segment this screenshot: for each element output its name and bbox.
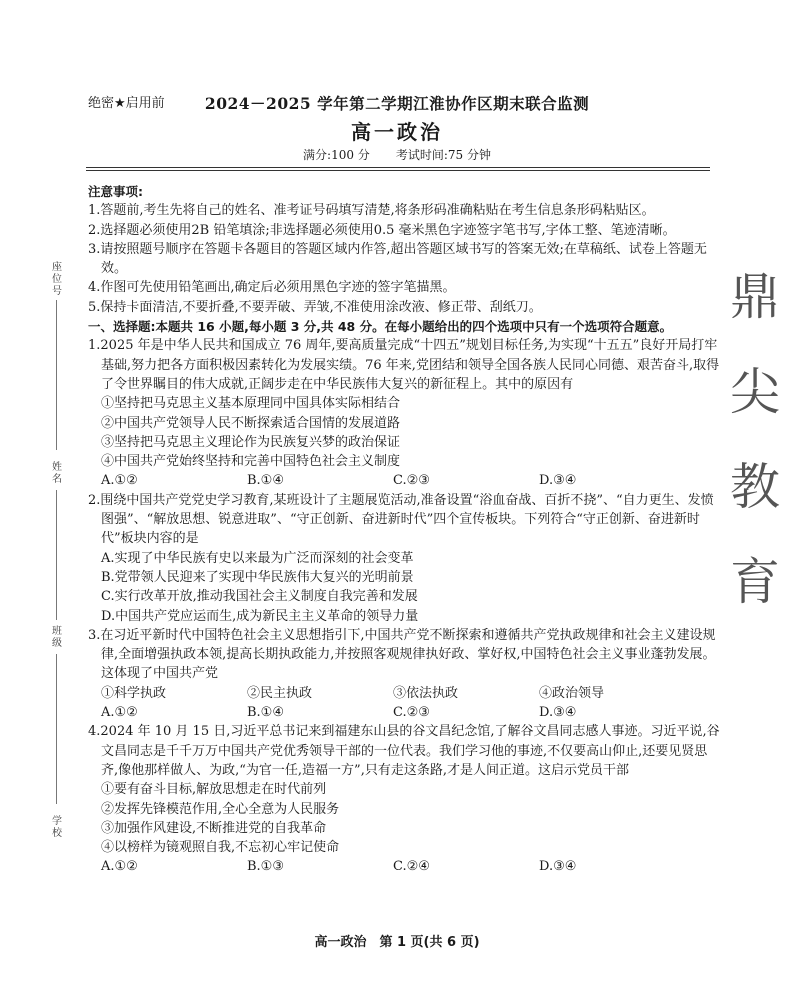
sidebar-label-class: 班级	[52, 626, 62, 649]
answer-options	[88, 471, 720, 490]
exam-title: 2024－2025 学年第二学期江淮协作区期末联合监测	[204, 94, 590, 113]
notice-title: 注意事项:	[88, 184, 143, 199]
option-a[interactable]: A.实现了中华民族有史以来最为广泛而深刻的社会变革	[101, 550, 414, 566]
option-d[interactable]: D.③④	[539, 705, 577, 721]
question-item: ③依法执政	[393, 685, 459, 701]
sidebar-line	[56, 490, 57, 620]
option-a[interactable]: A.①②	[101, 473, 138, 489]
page-footer: 高一政治 第 1 页(共 6 页)	[314, 935, 480, 950]
question-item: ③加强作风建设,不断推进党的自我革命	[101, 820, 327, 836]
top-secret-label: 绝密★启用前	[88, 96, 165, 111]
option-d[interactable]: D.③④	[539, 473, 577, 489]
full-score: 满分:100 分	[303, 148, 370, 162]
header-divider-2	[86, 170, 710, 171]
option-a[interactable]: A.①②	[101, 859, 138, 875]
watermark	[720, 250, 790, 630]
option-c[interactable]: C.实行改革开放,推动我国社会主义制度自我完善和发展	[101, 589, 418, 605]
question-stem: 2.围绕中国共产党党史学习教育,某班设计了主题展览活动,准备设置“浴血奋战、百折不挠”、“自力更生、发愤图强”、“解放思想、锐意进取”、“守正创新、奋进新时代”四个宣传板块。下列符合“守正创新、奋进新时代”板块内容的是	[88, 492, 714, 547]
option-c[interactable]: C.②④	[393, 859, 430, 875]
option-d[interactable]: D.中国共产党应运而生,成为新民主主义革命的领导力量	[101, 608, 419, 624]
question-stem: 1.2025 年是中华人民共和国成立 76 周年,要高质量完成“十四五”规划目标任务,为实现“十五五”良好开局打牢基础,努力把各方面积极因素转化为发展实绩。76 年来,党团结和领导全国各族人民同心同德、艰苦奋斗,取得了令世界瞩目的伟大成就,正阔步走在中华民族伟大复兴的新征程上。其中的原因有	[88, 338, 720, 392]
header-divider	[86, 167, 710, 168]
exam-meta	[0, 146, 794, 163]
question-item: ②中国共产党领导人民不断探索适合国情的发展道路	[101, 415, 401, 431]
exam-time: 考试时间:75 分钟	[395, 148, 491, 162]
sidebar-label-school: 学校	[52, 816, 62, 839]
notice-item: 4.作图可先使用铅笔画出,确定后必须用黑色字迹的签字笔描黑。	[88, 280, 456, 296]
watermark-char: 教	[730, 458, 780, 516]
option-c[interactable]: C.②③	[393, 473, 430, 489]
question-item: ④政治领导	[539, 685, 605, 701]
question-stem: 4.2024 年 10 月 15 日,习近平总书记来到福建东山县的谷文昌纪念馆,了解谷文昌同志感人事迹。习近平说,谷文昌同志是千千万万中国共产党优秀领导干部的一位代表。我们学习他的事迹,不仅要高山仰止,还要见贤思齐,像他那样做人、为政,“为官一任,造福一方”,只有走这条路,才是人间正道。这启示党员干部	[88, 724, 720, 778]
sidebar-label-name: 姓名	[52, 462, 62, 485]
question-stem: 3.在习近平新时代中国特色社会主义思想指引下,中国共产党不断探索和遵循共产党执政规律和社会主义建设规律,全面增强执政本领,提高长期执政能力,并按照客观规律执好政、掌好权,中国特色社会主义事业蓬勃发展。这体现了中国共产党	[88, 627, 716, 682]
sidebar-line	[56, 654, 57, 804]
notice-item: 2.选择题必须使用2B 铅笔填涂;非选择题必须使用0.5 毫米黑色字迹签字笔书写,字体工整、笔迹清晰。	[88, 222, 676, 238]
notice-item: 5.保持卡面清洁,不要折叠,不要弄破、弄皱,不准使用涂改液、修正带、刮纸刀。	[88, 299, 542, 315]
answer-options	[88, 703, 720, 722]
answer-options	[88, 857, 720, 876]
watermark-char: 尖	[730, 363, 780, 421]
question-item: ④以榜样为镜观照自我,不忘初心牢记使命	[101, 840, 340, 856]
notice-item: 1.答题前,考生先将自己的姓名、准考证号码填写清楚,将条形码准确粘贴在考生信息条形码粘贴区。	[88, 203, 655, 219]
exam-body	[88, 182, 720, 877]
notice-item: 3.请按照题号顺序在答题卡各题目的答题区域内作答,超出答题区域书写的答案无效;在草稿纸、试卷上答题无效。	[88, 241, 707, 277]
option-b[interactable]: B.①④	[247, 705, 284, 721]
option-b[interactable]: B.①③	[247, 859, 284, 875]
statement-options	[88, 684, 720, 703]
question-item: ②发挥先锋模范作用,全心全意为人民服务	[101, 801, 340, 817]
section-title: 一、选择题:本题共 16 小题,每小题 3 分,共 48 分。在每小题给出的四个选项中只有一个选项符合题意。	[88, 319, 673, 335]
option-d[interactable]: D.③④	[539, 859, 577, 875]
subject-title: 高一政治	[351, 120, 443, 144]
question-item: ②民主执政	[247, 685, 313, 701]
watermark-char: 鼎	[730, 268, 780, 326]
option-b[interactable]: B.党带领人民迎来了实现中华民族伟大复兴的光明前景	[101, 569, 414, 585]
option-a[interactable]: A.①②	[101, 705, 138, 721]
sidebar-line	[56, 300, 57, 450]
watermark-char: 育	[730, 553, 780, 611]
sidebar-label-seat: 座位号	[52, 262, 62, 297]
question-item: ④中国共产党始终坚持和完善中国特色社会主义制度	[101, 454, 401, 470]
question-item: ①要有奋斗目标,解放思想走在时代前列	[101, 782, 327, 798]
question-item: ①科学执政	[101, 685, 167, 701]
question-item: ①坚持把马克思主义基本原理同中国具体实际相结合	[101, 396, 401, 412]
option-c[interactable]: C.②③	[393, 705, 430, 721]
option-b[interactable]: B.①④	[247, 473, 284, 489]
question-item: ③坚持把马克思主义理论作为民族复兴梦的政治保证	[101, 434, 401, 450]
